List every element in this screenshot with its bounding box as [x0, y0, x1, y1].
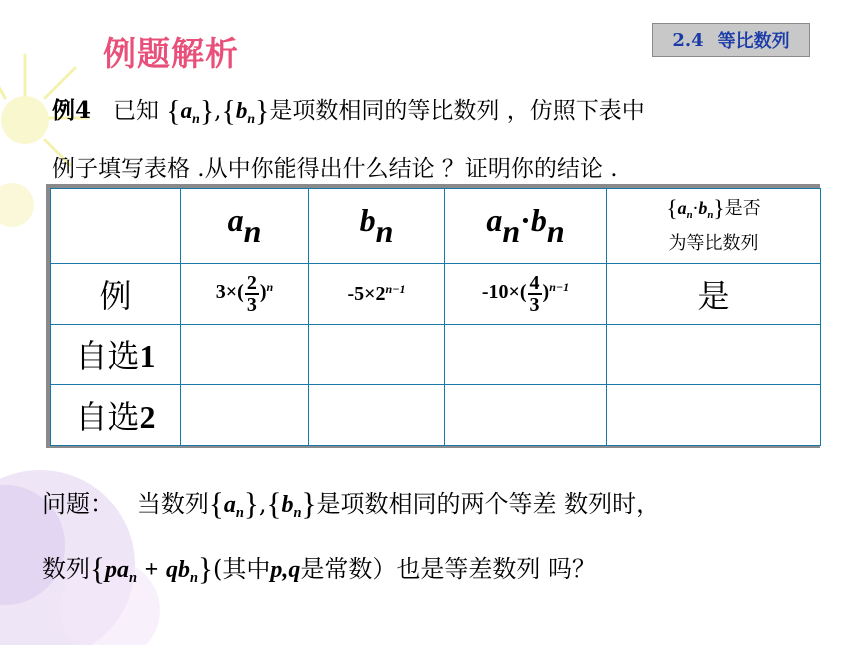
question-line-2: 数列$\{pa_n + qb_n\}$(其中p,q是常数）也是等差数列 吗？ [42, 551, 596, 587]
table-header-row [51, 189, 821, 264]
page-title: 例题解析 [103, 34, 239, 73]
section-number: 2.4 [672, 29, 704, 51]
header-is-geometric: $\{a_n\cdot b_n\}$是否 为等比数列 [607, 189, 821, 264]
cell-example-bn: $-5\times 2^{n-1}$ [309, 264, 445, 325]
cell-example-result: 是 [607, 264, 821, 325]
row-label-custom-1: 自选1 [51, 324, 181, 385]
cell-custom1-anbn[interactable] [445, 324, 607, 385]
cell-custom2-anbn[interactable] [445, 385, 607, 446]
example-statement [52, 86, 842, 194]
given-text: 已知 [112, 98, 159, 124]
cell-custom2-an[interactable] [181, 385, 309, 446]
cell-example-anbn: -10×( $\frac{4}{3}$ )$^{n-1}$ [445, 264, 607, 325]
example-label: 例4 [52, 97, 92, 124]
cell-example-an: 3×( $\frac{2}{3}$ )$^n$ [181, 264, 309, 325]
question-label: 问题： [42, 490, 114, 518]
cell-custom2-result[interactable] [607, 385, 821, 446]
seq-b: b [235, 98, 248, 123]
header-an: $a_n$ [181, 189, 309, 264]
table-row [51, 385, 821, 446]
header-an-bn: $a_n\cdot b_n$ [445, 189, 607, 264]
statement-line-1-rest: 是项数相同的等比数列 ，仿照下表中 [269, 98, 645, 124]
cell-custom2-bn[interactable] [309, 385, 445, 446]
cell-custom1-bn[interactable] [309, 324, 445, 385]
question-line-1: 问题： 当数列$\{a_n\},\{b_n\}$是项数相同的两个等差 数列时， [42, 486, 661, 522]
cell-custom1-an[interactable] [181, 324, 309, 385]
section-name: 等比数列 [717, 31, 790, 52]
table-row [51, 264, 821, 325]
row-label-custom-2: 自选2 [51, 385, 181, 446]
seq-a: a [180, 98, 193, 123]
sequence-table [50, 188, 821, 446]
statement-line-2: 例子填写表格 .从中你能得出什么结论 ？证明你的结论 . [52, 155, 618, 182]
header-bn: $b_n$ [309, 189, 445, 264]
cell-custom1-result[interactable] [607, 324, 821, 385]
header-empty-cell [51, 189, 181, 264]
statement-line-1: 例4 已知 $\{a_n\},\{b_n\}$是项数相同的等比数列 ，仿照下表中 [52, 94, 645, 128]
question-block [42, 476, 842, 606]
table-shadow [46, 184, 820, 448]
row-label-example: 例 [51, 264, 181, 325]
table-row [51, 324, 821, 385]
section-badge [652, 23, 810, 57]
